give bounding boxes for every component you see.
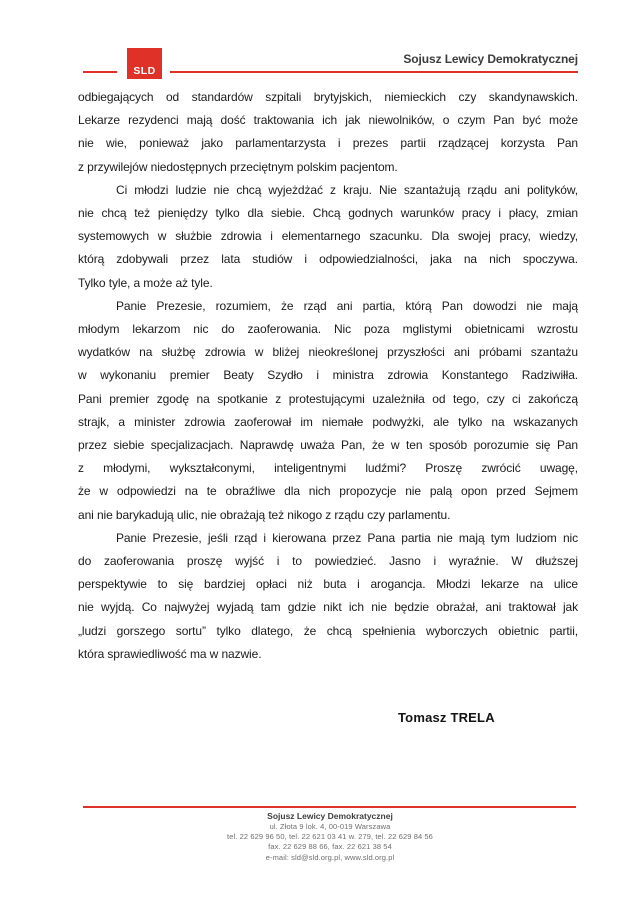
body-line: Pani premier zgodę na spotkanie z protestującymi uzależniła od tego, czy ci zakończą bbox=[78, 391, 578, 406]
body-line: Tylko tyle, a może aż tyle. bbox=[78, 275, 213, 290]
footer-fax: fax. 22 629 88 66, fax. 22 621 38 54 bbox=[268, 842, 392, 852]
sld-logo-text: SLD bbox=[133, 65, 156, 77]
header-left-rule bbox=[83, 71, 117, 73]
body-line: przez siebie specjalizacjach. Naprawdę uważa Pan, że w ten sposób porozumie się Pan bbox=[78, 438, 578, 453]
body-line: która sprawiedliwość ma w nazwie. bbox=[78, 646, 262, 661]
footer-rule bbox=[83, 806, 576, 808]
body-line: Panie Prezesie, jeśli rząd i kierowana przez Pana partia nie mają tym ludziom nic bbox=[116, 530, 578, 545]
body-line: Panie Prezesie, rozumiem, że rząd ani partia, którą Pan dowodzi nie mają bbox=[116, 298, 578, 313]
sld-logo bbox=[127, 48, 162, 79]
body-line: Lekarze rezydenci mają dość traktowania ich jak niewolników, o czym Pan być może bbox=[78, 113, 578, 128]
body-line: strajk, a minister zdrowia zaoferował im niemałe podwyżki, ale tylko na wskazanych bbox=[78, 414, 578, 429]
body-line: nie wyjdą. Co najwyżej wyjadą tam gdzie nikt ich nie będzie obrażał, ani traktował jak bbox=[78, 600, 578, 615]
body-line: że w odpowiedzi na te obraźliwe dla nich propozycje nie palą opon przed Sejmem bbox=[78, 484, 578, 499]
body-line: Ci młodzi ludzie nie chcą wyjeżdżać z kraju. Nie szantażują rządu ani polityków, bbox=[116, 182, 578, 197]
body-line: „ludzi gorszego sortu” tylko dlatego, że chcą spełnienia wyborczych obietnic partii, bbox=[78, 623, 578, 638]
body-line: w wykonaniu premier Beaty Szydło i ministra zdrowia Konstantego Radziwiłła. bbox=[78, 368, 578, 383]
header-org-name: Sojusz Lewicy Demokratycznej bbox=[403, 52, 578, 66]
header-rule bbox=[170, 71, 578, 73]
footer-block bbox=[78, 811, 582, 863]
body-line: odbiegających od standardów szpitali brytyjskich, niemieckich czy skandynawskich. bbox=[78, 90, 578, 104]
body-line: młodym lekarzom nic do zaoferowania. Nic poza mglistymi obietnicami wzrostu bbox=[78, 322, 578, 337]
footer-email-web: e-mail: sld@sld.org.pl, www.sld.org.pl bbox=[265, 852, 395, 862]
body-line: z przywilejów niedostępnych przeciętnym polskim pacjentom. bbox=[78, 159, 398, 174]
body-line: nie wie, ponieważ jako parlamentarzysta i prezes partii rządzącej korzysta Pan bbox=[78, 136, 578, 151]
body-line: ani nie barykadują ulic, nie obrażają też nikogo z rządu czy parlamentu. bbox=[78, 507, 451, 522]
body-line: którą zdobywali przez lata studiów i odpowiedzialności, jaka na nich spoczywa. bbox=[78, 252, 578, 267]
body-line: z młodymi, wykształconymi, inteligentnymi ludźmi? Proszę zwrócić uwagę, bbox=[78, 461, 578, 476]
body-line: do zaoferowania proszę wyjść i to powiedzieć. Jasno i wyraźnie. W dłuższej bbox=[78, 554, 578, 569]
letter-body bbox=[78, 86, 578, 666]
body-line: wydatków na służbę zdrowia w bliżej nieokreślonej przyszłości ani próbami szantażu bbox=[78, 345, 578, 360]
body-line: nie chcą też pieniędzy tylko dla siebie. Chcą godnych warunków pracy i płacy, zmian bbox=[78, 206, 578, 221]
footer-phones: tel. 22 629 96 50, tel. 22 621 03 41 w. 279, tel. 22 629 84 56 bbox=[227, 832, 433, 842]
body-line: systemowych w służbie zdrowia i elementarnego szacunku. Dla swojej pracy, wiedzy, bbox=[78, 229, 578, 244]
body-line: perspektywie to się bardziej opłaci niż buta i arogancja. Młodzi lekarze na ulice bbox=[78, 577, 578, 592]
signature-name: Tomasz TRELA bbox=[398, 710, 495, 725]
footer-address: ul. Złota 9 lok. 4, 00-019 Warszawa bbox=[269, 822, 391, 831]
footer-org-name: Sojusz Lewicy Demokratycznej bbox=[267, 811, 393, 821]
